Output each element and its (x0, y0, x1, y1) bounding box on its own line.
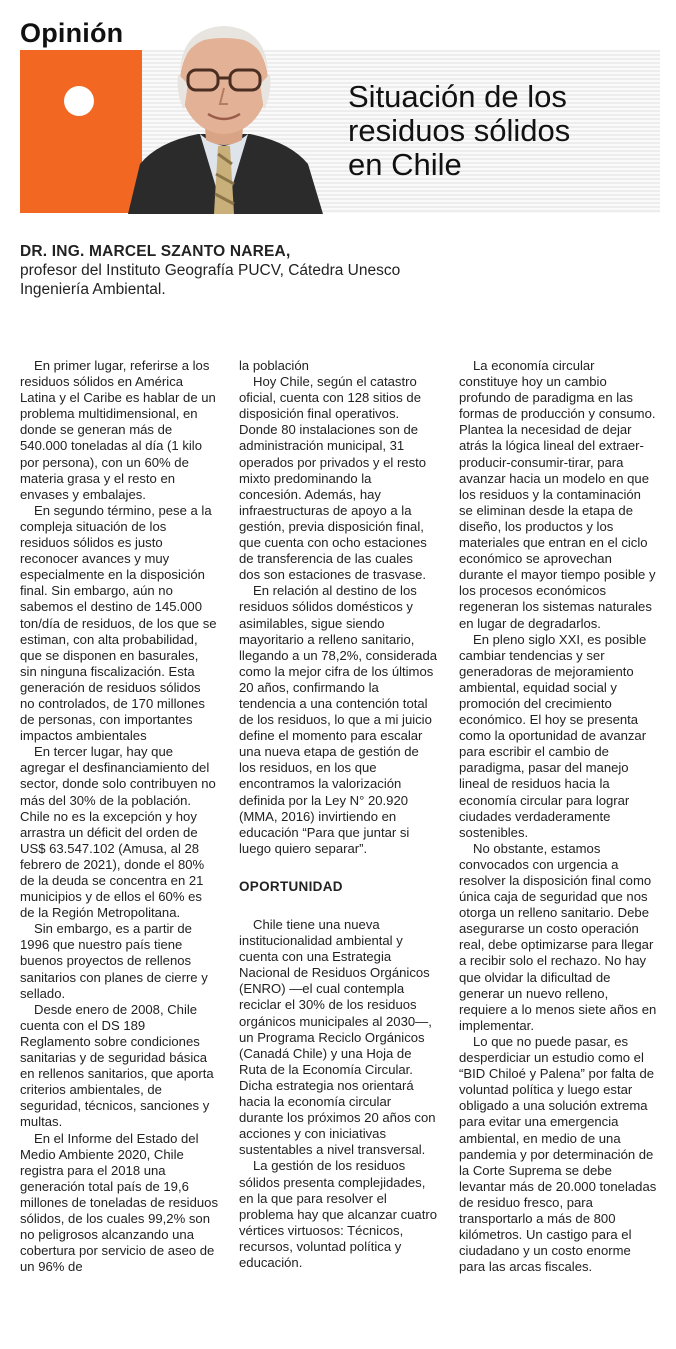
paragraph: Chile tiene una nueva institucionalidad ambiental y cuenta con una Estrategia Nacional de Residuos Orgánicos (ENRO) —el cual contempla reciclar el 30% de los residuos orgánicos municipales al 2030—, un Programa Reciclo Orgánicos (Canadá Chile) y una Hoja de Ruta de la Economía Circular. Dicha estrategia nos orientará hacia la economía circular durante los próximos 20 años con acciones y con iniciativas sustentables a nivel transversal. (239, 917, 436, 1158)
author-name: DR. ING. MARCEL SZANTO NAREA, (20, 243, 291, 260)
author-affiliation: profesor del Instituto Geografía PUCV, Cátedra Unesco Ingeniería Ambiental. (20, 262, 401, 298)
circle-icon (64, 86, 94, 116)
paragraph: La gestión de los residuos sólidos presenta complejidades, en la que para resolver el problema hay que alcanzar cuatro vértices virtuosos: Técnicos, recursos, voluntad política y educación. (239, 1158, 437, 1270)
paragraph: En relación al destino de los residuos sólidos domésticos y asimilables, sigue siendo mayoritario a relleno sanitario, llegando a un 78,2%, considerada como la mejor cifra de los últimos 20 años, confirmando la tendencia a una contención total de los residuos, lo que a mi juicio define el momento para escalar una nueva etapa de gestión de los residuos, en los que encontramos la valorización definida por la Ley N° 20.920 (MMA, 2016) invirtiendo en educación “Para que juntar si luego quiero separar”. (239, 583, 438, 856)
article-column-2 (239, 358, 437, 1271)
headline-line: residuos sólidos (348, 113, 571, 148)
author-byline (20, 242, 440, 299)
headline (348, 80, 648, 182)
author-portrait (118, 14, 330, 214)
paragraph: En pleno siglo XXI, es posible cambiar tendencias y ser generadoras de mejoramiento ambiental, equidad social y promoción del crecimiento económico. El hoy se presenta como la oportunidad de avanzar para escribir el cambio de paradigma, pasar del manejo lineal de residuos hacia la economía circular para lograr ciudades verdaderamente sostenibles. (459, 631, 647, 840)
paragraph: En primer lugar, referirse a los residuos sólidos en América Latina y el Caribe es hablar de un problema multidimensional, en donde se generan más de 540.000 toneladas al día (1 kilo por persona), con un 60% de materia grasa y el resto en envases y embalajes. (20, 358, 216, 502)
paragraph-continued: la población (239, 358, 309, 373)
article-column-1 (20, 358, 218, 1275)
headline-line: Situación de los (348, 79, 567, 114)
subheading: OPORTUNIDAD (239, 878, 343, 894)
paragraph: En el Informe del Estado del Medio Ambiente 2020, Chile registra para el 2018 una generación total país de 19,6 millones de toneladas de residuos sólidos, de los cuales 99,2% son no peligrosos alcanzando una cobertura por servicio de aseo de un 96% de (20, 1130, 218, 1275)
paragraph: En segundo término, pese a la compleja situación de los residuos sólidos es justo reconocer avances y muy especialmente en la disposición final. Sin embargo, aún no sabemos el destino de 145.000 ton/día de residuos, de los que se estiman, con alta probabilidad, que se disponen en basurales, sin ninguna fiscalización. Esta generación de residuos sólidos no controlados, de 170 millones de personas, con importantes impactos ambientales (20, 502, 217, 744)
paragraph: Hoy Chile, según el catastro oficial, cuenta con 128 sitios de disposición final operativos. Donde 80 instalaciones son de administración municipal, 31 operados por privados y el resto mixto predominando la concesión. Además, hay infraestructuras de apoyo a la gestión, previa disposición final, que cuenta con ocho estaciones de transferencia de las cuales dos son estaciones de trasvase. (239, 374, 427, 583)
paragraph: Sin embargo, es a partir de 1996 que nuestro país tiene buenos proyectos de rellenos sanitarios con planes de cierre y sellado. (20, 921, 208, 1001)
article-column-3 (459, 358, 657, 1275)
section-label: Opinión (20, 18, 124, 48)
paragraph: Lo que no puede pasar, es desperdiciar un estudio como el “BID Chiloé y Palena” por falta de voluntad política y luego estar obligado a una solución extrema para evitar una emergencia ambiental, en medio de una pandemia y por determinación de la Corte Suprema se debe levantar más de 20.000 toneladas de residuo fresco, para transportarlo a más de 800 kilómetros. Un castigo para el ciudadano y un costo enorme para las arcas fiscales. (459, 1033, 657, 1275)
paragraph: En tercer lugar, hay que agregar el desfinanciamiento del sector, donde solo contribuyen no más del 30% de la población. Chile no es la excepción y hoy arrastra un déficit del orden de US$ 63.547.102 (Amusa, al 28 febrero de 2021), donde el 80% de la deuda se concentra en 21 municipios y de ellos el 60% es de la Región Metropolitana. (20, 744, 216, 921)
paragraph: Desde enero de 2008, Chile cuenta con el DS 189 Reglamento sobre condiciones sanitarias y de seguridad básica en rellenos sanitarios, que aporta criterios ambientales, de seguridad, técnicos, sanciones y multas. (20, 1001, 214, 1130)
headline-line: en Chile (348, 147, 462, 182)
paragraph: No obstante, estamos convocados con urgencia a resolver la disposición final como única caja de seguridad que nos otorga un relleno sanitario. Debe asegurarse un costo operación real, debe optimizarse para llegar a recibir solo el rechazo. No hay que olvidar la dificultad de generar un nuevo relleno, requiere a lo menos siete años en implementar. (459, 840, 657, 1033)
paragraph: La economía circular constituye hoy un cambio profundo de paradigma en las formas de producción y consumo. Plantea la necesidad de dejar atrás la lógica lineal del extraer-producir-consumir-tirar, para avanzar hacia un modelo en que los residuos y la contaminación se eliminan desde la etapa de diseño, los productos y los materiales que entran en el ciclo económico se aprovechan durante el mayor tiempo posible y los procesos económicos regeneran los sistemas naturales en lugar de degradarlos. (459, 358, 656, 631)
